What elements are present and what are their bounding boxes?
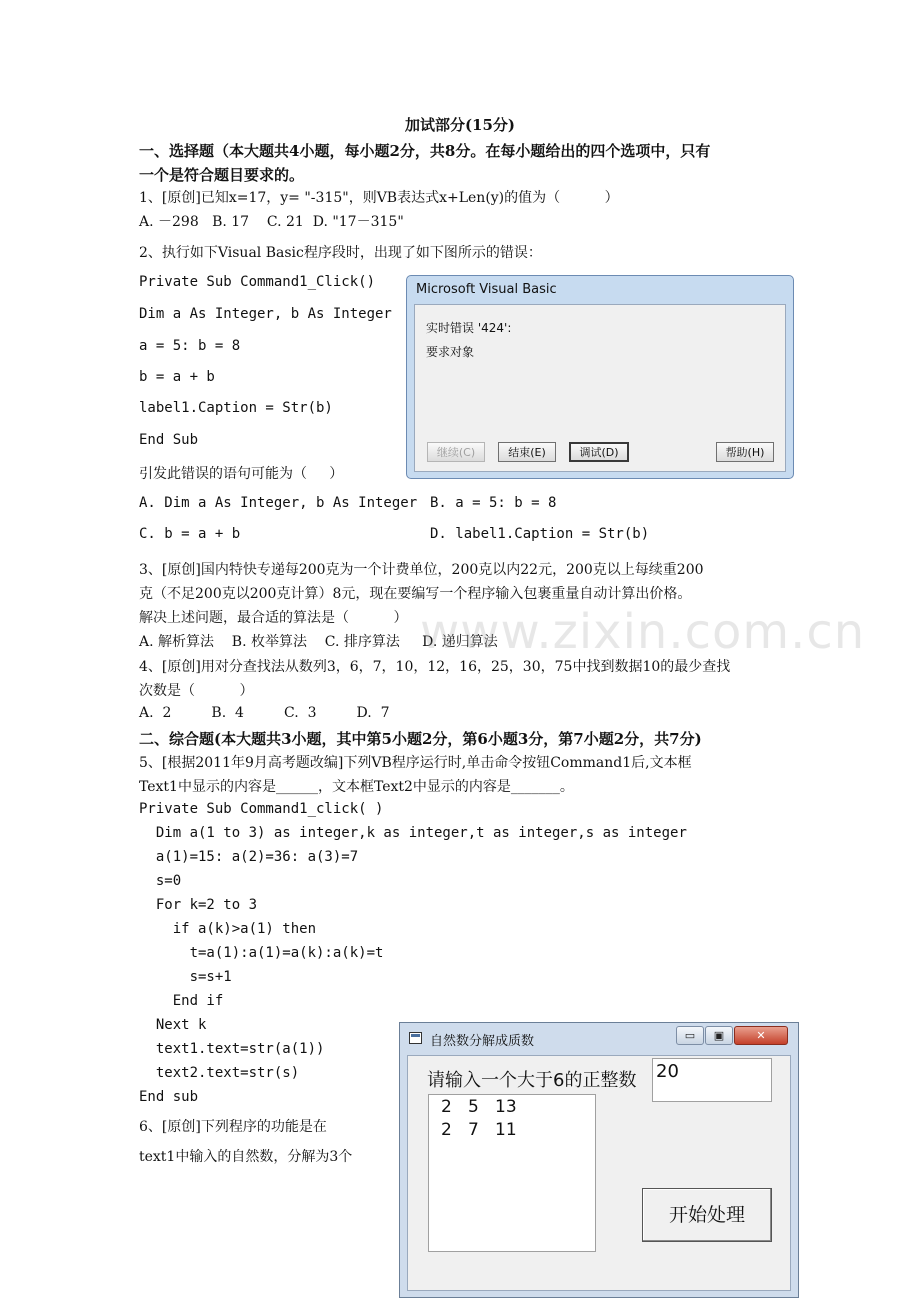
q5-code-line-7: t=a(1):a(1)=a(k):a(k)=t xyxy=(139,945,384,961)
q1-stem: 1、[原创]已知x=17，y= "-315"，则VB表达式x+Len(y)的值为（ ） xyxy=(139,190,619,206)
section1-heading-line1: 一、选择题（本大题共4小题，每小题2分，共8分。在每小题给出的四个选项中，只有 xyxy=(139,142,711,160)
page-title: 加试部分(15分) xyxy=(404,116,516,134)
window-app-icon xyxy=(409,1032,422,1044)
q3-options: A. 解析算法 B. 枚举算法 C. 排序算法 D. 递归算法 xyxy=(139,634,498,650)
q2-option-d: D. label1.Caption = Str(b) xyxy=(430,526,650,542)
number-input-value: 20 xyxy=(656,1061,679,1082)
window-title: 自然数分解成质数 xyxy=(430,1034,535,1049)
q5-code-line-6: if a(k)>a(1) then xyxy=(139,921,317,937)
window-client-area xyxy=(407,1055,791,1291)
q5-line1: 5、[根据2011年9月高考题改编]下列VB程序运行时,单击命令按钮Command1后,文本框 xyxy=(139,755,692,771)
q1-options: A. －298 B. 17 C. 21 D. "17－315" xyxy=(139,214,404,230)
maximize-icon[interactable]: ▣ xyxy=(705,1026,733,1045)
dialog-message: 要求对象 xyxy=(426,345,475,359)
q5-code-line-9: End if xyxy=(139,993,224,1009)
q2-code-line-1: Private Sub Command1_Click() xyxy=(139,274,376,290)
q2-option-c: C. b = a + b xyxy=(139,526,241,542)
q5-code-line-3: a(1)=15: a(2)=36: a(3)=7 xyxy=(139,849,359,865)
q5-code-line-13: End sub xyxy=(139,1089,199,1105)
debug-button[interactable]: 调试(D) xyxy=(569,442,629,462)
q5-code-line-4: s=0 xyxy=(139,873,182,889)
q3-line2: 克（不足200克以200克计算）8元，现在要编写一个程序输入包裹重量自动计算出价格。 xyxy=(139,586,692,602)
continue-button: 继续(C) xyxy=(427,442,485,462)
q3-line1: 3、[原创]国内特快专递每200克为一个计费单位，200克以内22元，200克以上每续重200 xyxy=(139,562,704,578)
q2-option-b: B. a = 5: b = 8 xyxy=(430,495,557,511)
end-button[interactable]: 结束(E) xyxy=(498,442,556,462)
watermark: www.zixin.com.cn xyxy=(420,604,866,660)
vb-error-dialog xyxy=(406,275,794,479)
q5-code-line-11: text1.text=str(a(1)) xyxy=(139,1041,325,1057)
section2-heading: 二、综合题(本大题共3小题，其中第5小题2分，第6小题3分，第7小题2分，共7分) xyxy=(139,730,702,748)
q5-code-line-12: text2.text=str(s) xyxy=(139,1065,300,1081)
close-icon[interactable]: ✕ xyxy=(734,1026,788,1045)
q5-code-line-1: Private Sub Command1_click( ) xyxy=(139,801,384,817)
dialog-body xyxy=(414,304,786,472)
q4-line2: 次数是（ ） xyxy=(139,683,254,699)
dialog-title: Microsoft Visual Basic xyxy=(416,282,557,297)
q2-code-line-6: End Sub xyxy=(139,432,199,448)
q6-line2: text1中输入的自然数，分解为3个 xyxy=(139,1149,353,1165)
q6-line1: 6、[原创]下列程序的功能是在 xyxy=(139,1119,327,1135)
start-processing-button[interactable]: 开始处理 xyxy=(642,1188,772,1242)
prime-decomposition-window xyxy=(399,1022,799,1298)
result-line-1: 2 5 13 xyxy=(441,1097,517,1117)
q2-stem: 2、执行如下Visual Basic程序段时，出现了如下图所示的错误： xyxy=(139,245,542,261)
result-line-2: 2 7 11 xyxy=(441,1120,517,1140)
dialog-error-code: 实时错误 '424': xyxy=(426,321,512,335)
input-prompt-label: 请输入一个大于6的正整数 xyxy=(427,1070,637,1091)
number-input[interactable] xyxy=(652,1058,772,1102)
q5-code-line-8: s=s+1 xyxy=(139,969,232,985)
section1-heading-line2: 一个是符合题目要求的。 xyxy=(139,166,305,184)
q2-code-line-2: Dim a As Integer, b As Integer xyxy=(139,306,392,322)
q4-options: A. 2 B. 4 C. 3 D. 7 xyxy=(139,705,390,721)
help-button[interactable]: 帮助(H) xyxy=(716,442,774,462)
q2-option-a: A. Dim a As Integer, b As Integer xyxy=(139,495,418,511)
q4-line1: 4、[原创]用对分查找法从数列3，6，7，10，12，16，25，30，75中找到数据10的最少查找 xyxy=(139,659,731,675)
q5-code-line-2: Dim a(1 to 3) as integer,k as integer,t as integer,s as integer xyxy=(139,825,687,841)
minimize-icon[interactable]: ▭ xyxy=(676,1026,704,1045)
q3-line3: 解决上述问题，最合适的算法是（ ） xyxy=(139,610,408,626)
q2-code-line-3: a = 5: b = 8 xyxy=(139,338,241,354)
q2-question: 引发此错误的语句可能为（ ） xyxy=(139,466,344,482)
q2-code-line-5: label1.Caption = Str(b) xyxy=(139,400,333,416)
q5-code-line-5: For k=2 to 3 xyxy=(139,897,258,913)
result-textbox[interactable] xyxy=(428,1094,596,1252)
q2-code-line-4: b = a + b xyxy=(139,369,215,385)
q5-code-line-10: Next k xyxy=(139,1017,207,1033)
q5-line2: Text1中显示的内容是______，文本框Text2中显示的内容是_______。 xyxy=(139,779,574,795)
